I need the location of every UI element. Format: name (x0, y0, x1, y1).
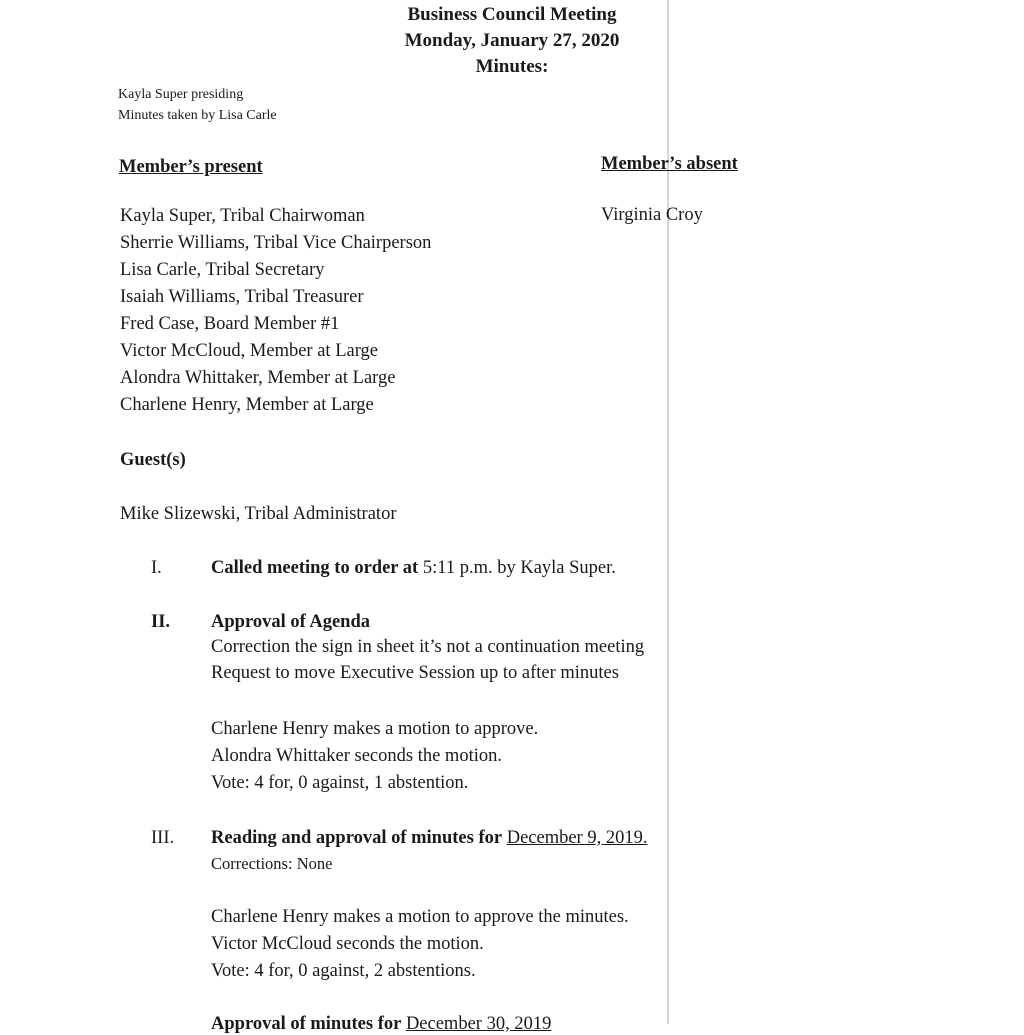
member-present: Isaiah Williams, Tribal Treasurer (120, 287, 364, 307)
section-title-rest: 5:11 p.m. by Kayla Super. (418, 558, 616, 578)
member-present: Lisa Carle, Tribal Secretary (120, 260, 325, 280)
section-title-bold: Reading and approval of minutes for (211, 828, 503, 848)
guest: Mike Slizewski, Tribal Administrator (120, 504, 397, 524)
section-title (211, 827, 647, 849)
members-present-heading: Member’s present (119, 157, 263, 177)
members-absent-heading: Member’s absent (601, 154, 738, 174)
presiding-note: Kayla Super presiding (118, 87, 244, 102)
guests-heading: Guest(s) (120, 450, 186, 470)
section-title-date: December 9, 2019. (506, 828, 648, 848)
minutes-taker-note: Minutes taken by Lisa Carle (118, 108, 277, 123)
member-present: Alondra Whittaker, Member at Large (120, 368, 396, 388)
vote-line: Vote: 4 for, 0 against, 2 abstentions. (211, 961, 476, 981)
section-title (211, 1013, 551, 1035)
doc-subtitle: Minutes: (475, 56, 549, 77)
member-present: Sherrie Williams, Tribal Vice Chairperson (120, 233, 432, 253)
member-absent: Virginia Croy (601, 205, 703, 225)
doc-date: Monday, January 27, 2020 (404, 30, 620, 51)
section-line: Request to move Executive Session up to after minutes (211, 663, 619, 683)
section-numeral: III. (151, 828, 175, 848)
member-present: Fred Case, Board Member #1 (120, 314, 340, 334)
member-present: Victor McCloud, Member at Large (120, 341, 378, 361)
section-title-bold: Approval of minutes for (211, 1014, 402, 1034)
section-numeral: II. (151, 612, 171, 632)
section-line: Correction the sign in sheet it’s not a continuation meeting (211, 637, 645, 657)
member-present: Kayla Super, Tribal Chairwoman (120, 206, 365, 226)
motion-line: Charlene Henry makes a motion to approve. (211, 719, 539, 739)
member-present: Charlene Henry, Member at Large (120, 395, 374, 415)
section-title (211, 557, 616, 579)
section-numeral: I. (151, 558, 162, 578)
section-title: Approval of Agenda (211, 612, 370, 632)
section-title-date: December 30, 2019 (405, 1014, 552, 1034)
section-line: Corrections: None (211, 854, 333, 873)
motion-line: Charlene Henry makes a motion to approve the minutes. (211, 907, 629, 927)
motion-line: Victor McCloud seconds the motion. (211, 934, 484, 954)
vote-line: Vote: 4 for, 0 against, 1 abstention. (211, 773, 469, 793)
motion-line: Alondra Whittaker seconds the motion. (211, 746, 502, 766)
doc-title: Business Council Meeting (407, 4, 617, 25)
section-title-bold: Called meeting to order at (211, 558, 419, 578)
